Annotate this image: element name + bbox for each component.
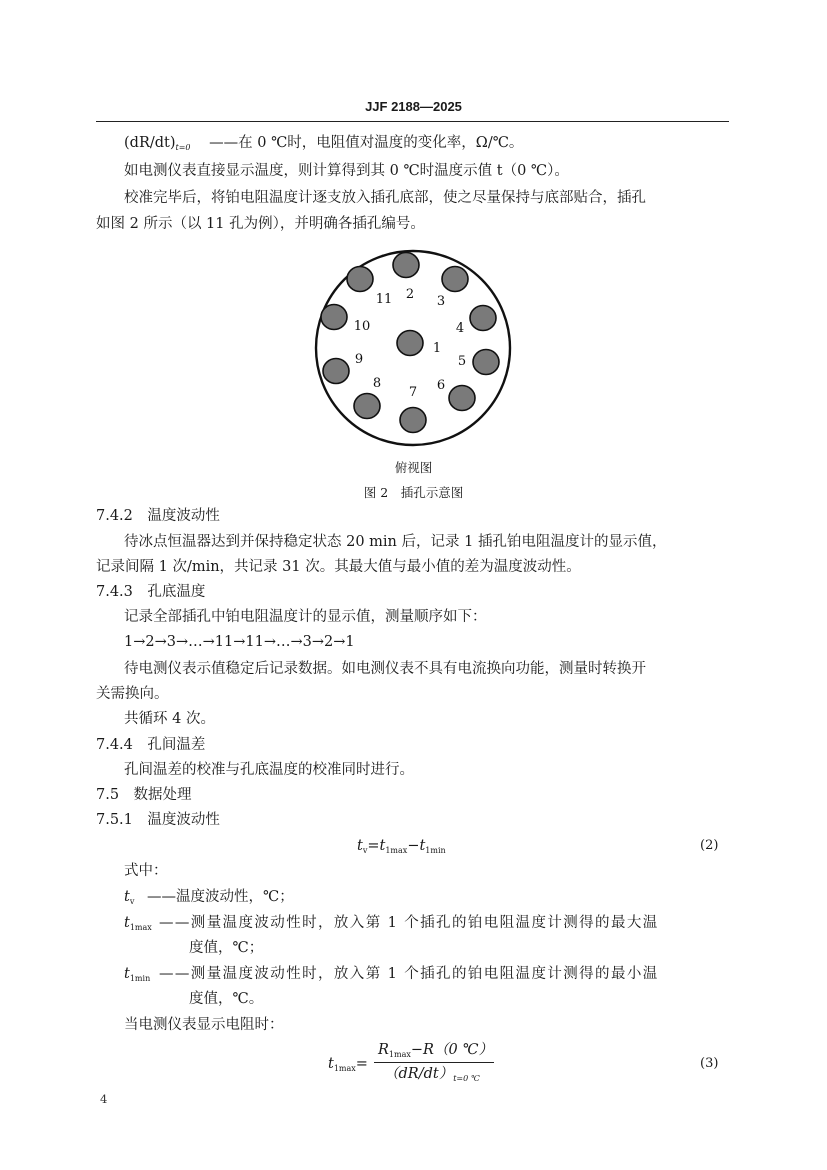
definitions-intro: 式中： bbox=[124, 863, 168, 879]
eq2-term2-subscript: 1min bbox=[425, 846, 446, 855]
eq3-num-R-subscript: 1max bbox=[388, 1050, 411, 1059]
section-7-5-1-heading: 7.5.1 温度波动性 bbox=[96, 812, 220, 828]
hole-3 bbox=[442, 267, 468, 292]
equation-2 bbox=[357, 836, 446, 861]
section-7-4-4-heading: 7.4.4 孔间温差 bbox=[96, 737, 206, 753]
definition-t1max-symbol bbox=[124, 913, 152, 938]
section-7-4-4-line1: 孔间温差的校准与孔底温度的校准同时进行。 bbox=[124, 762, 414, 778]
hole-8 bbox=[354, 394, 380, 419]
hole-label-2: 2 bbox=[405, 287, 415, 302]
equation-2-number: (2) bbox=[700, 838, 719, 853]
hole-9 bbox=[323, 359, 349, 384]
def-t1min-text-line2: 度值，℃。 bbox=[189, 991, 264, 1007]
eq3-den-main: （dR/dt） bbox=[384, 1066, 454, 1082]
term-dRdt-definition: ——在 0 ℃时，电阻值对温度的变化率，Ω/℃。 bbox=[209, 135, 524, 151]
section-7-4-3-line1: 记录全部插孔中铂电阻温度计的显示值，测量顺序如下： bbox=[124, 609, 487, 625]
definition-tv bbox=[124, 887, 294, 912]
section-7-4-2-line1: 待冰点恒温器达到并保持稳定状态 20 min 后，记录 1 插孔铂电阻温度计的显示值， bbox=[124, 534, 667, 550]
eq3-num-rest: −R（0 ℃） bbox=[410, 1042, 494, 1058]
term-dRdt-subscript: t=0 bbox=[175, 143, 191, 152]
eq2-term2: t bbox=[419, 838, 426, 854]
eq2-term1-subscript: 1max bbox=[385, 846, 408, 855]
header-rule bbox=[96, 121, 729, 122]
def-tv-symbol: t bbox=[124, 889, 130, 905]
paragraph-insertion-line1: 校准完毕后，将铂电阻温度计逐支放入插孔底部，使之尽量保持与底部贴合，插孔 bbox=[124, 190, 646, 206]
hole-label-10: 10 bbox=[353, 319, 371, 334]
def-tv-text: ——温度波动性，℃； bbox=[146, 889, 294, 905]
section-7-4-2-heading: 7.4.2 温度波动性 bbox=[96, 508, 220, 524]
eq2-lhs-subscript: v bbox=[362, 846, 368, 855]
section-7-4-3-heading: 7.4.3 孔底温度 bbox=[96, 584, 206, 600]
term-dRdt: (dR/dt) bbox=[124, 135, 176, 151]
standard-code-header: JJF 2188—2025 bbox=[365, 99, 462, 114]
hole-label-1: 1 bbox=[432, 341, 442, 356]
def-t1max-symbol: t bbox=[124, 915, 130, 931]
paragraph-direct-temperature: 如电测仪表直接显示温度，则计算得到其 0 ℃时温度示值 t（0 ℃）。 bbox=[124, 163, 569, 179]
hole-10 bbox=[321, 305, 347, 330]
hole-5 bbox=[473, 350, 499, 375]
section-7-4-2-line2: 记录间隔 1 次/min，共记录 31 次。其最大值与最小值的差为温度波动性。 bbox=[96, 559, 581, 575]
definition-line-dRdt bbox=[124, 133, 523, 158]
hole-6 bbox=[449, 386, 475, 411]
hole-label-4: 4 bbox=[455, 321, 465, 336]
eq2-lhs: t bbox=[357, 838, 363, 854]
eq2-equals: = bbox=[367, 838, 380, 854]
paragraph-insertion-line2: 如图 2 所示（以 11 孔为例），并明确各插孔编号。 bbox=[96, 216, 425, 232]
section-7-4-3-line4: 共循环 4 次。 bbox=[124, 711, 215, 727]
section-7-4-3-line3: 关需换向。 bbox=[96, 686, 169, 702]
section-7-4-3-line2: 待电测仪表示值稳定后记录数据。如电测仪表不具有电流换向功能，测量时转换开 bbox=[124, 661, 646, 677]
eq3-equals: = bbox=[355, 1056, 368, 1072]
hole-label-7: 7 bbox=[408, 385, 418, 400]
hole-label-5: 5 bbox=[457, 354, 467, 369]
def-tv-subscript: v bbox=[129, 897, 135, 906]
figure-view-label: 俯视图 bbox=[394, 460, 433, 475]
eq3-lhs-subscript: 1max bbox=[333, 1064, 356, 1073]
resistance-display-intro: 当电测仪表显示电阻时： bbox=[124, 1017, 284, 1033]
eq2-minus: − bbox=[407, 838, 420, 854]
hole-4 bbox=[470, 306, 496, 331]
definition-t1min-symbol bbox=[124, 964, 150, 989]
section-7-5-heading: 7.5 数据处理 bbox=[96, 787, 192, 803]
equation-3-denominator bbox=[384, 1064, 480, 1089]
hole-label-6: 6 bbox=[436, 378, 446, 393]
equation-3-lhs bbox=[328, 1054, 368, 1079]
page-number: 4 bbox=[100, 1092, 108, 1106]
figure-caption: 图 2 插孔示意图 bbox=[363, 485, 464, 500]
hole-label-11: 11 bbox=[375, 292, 393, 307]
hole-label-9: 9 bbox=[354, 352, 364, 367]
hole-11 bbox=[347, 267, 373, 292]
def-t1min-text-line1: ——测量温度波动性时，放入第 1 个插孔的铂电阻温度计测得的最小温 bbox=[159, 966, 659, 982]
hole-7 bbox=[400, 408, 426, 433]
hole-2 bbox=[393, 253, 419, 278]
hole-diagram-figure bbox=[300, 246, 526, 456]
hole-label-8: 8 bbox=[372, 376, 382, 391]
measurement-sequence: 1→2→3→…→11→11→…→3→2→1 bbox=[124, 634, 355, 650]
def-t1max-text-line1: ——测量温度波动性时，放入第 1 个插孔的铂电阻温度计测得的最大温 bbox=[159, 915, 659, 931]
def-t1min-subscript: 1min bbox=[129, 974, 151, 983]
eq3-den-subscript: t=0 ℃ bbox=[453, 1074, 480, 1083]
eq2-term1: t bbox=[379, 838, 386, 854]
eq3-lhs: t bbox=[328, 1056, 334, 1072]
eq3-num-R: R bbox=[378, 1042, 389, 1058]
def-t1max-subscript: 1max bbox=[129, 923, 152, 932]
hole-label-3: 3 bbox=[436, 294, 446, 309]
def-t1min-symbol: t bbox=[124, 966, 130, 982]
eq3-fraction-bar bbox=[374, 1062, 494, 1063]
equation-3-number: (3) bbox=[700, 1056, 719, 1071]
hole-1 bbox=[397, 331, 423, 356]
def-t1max-text-line2: 度值，℃； bbox=[189, 940, 264, 956]
